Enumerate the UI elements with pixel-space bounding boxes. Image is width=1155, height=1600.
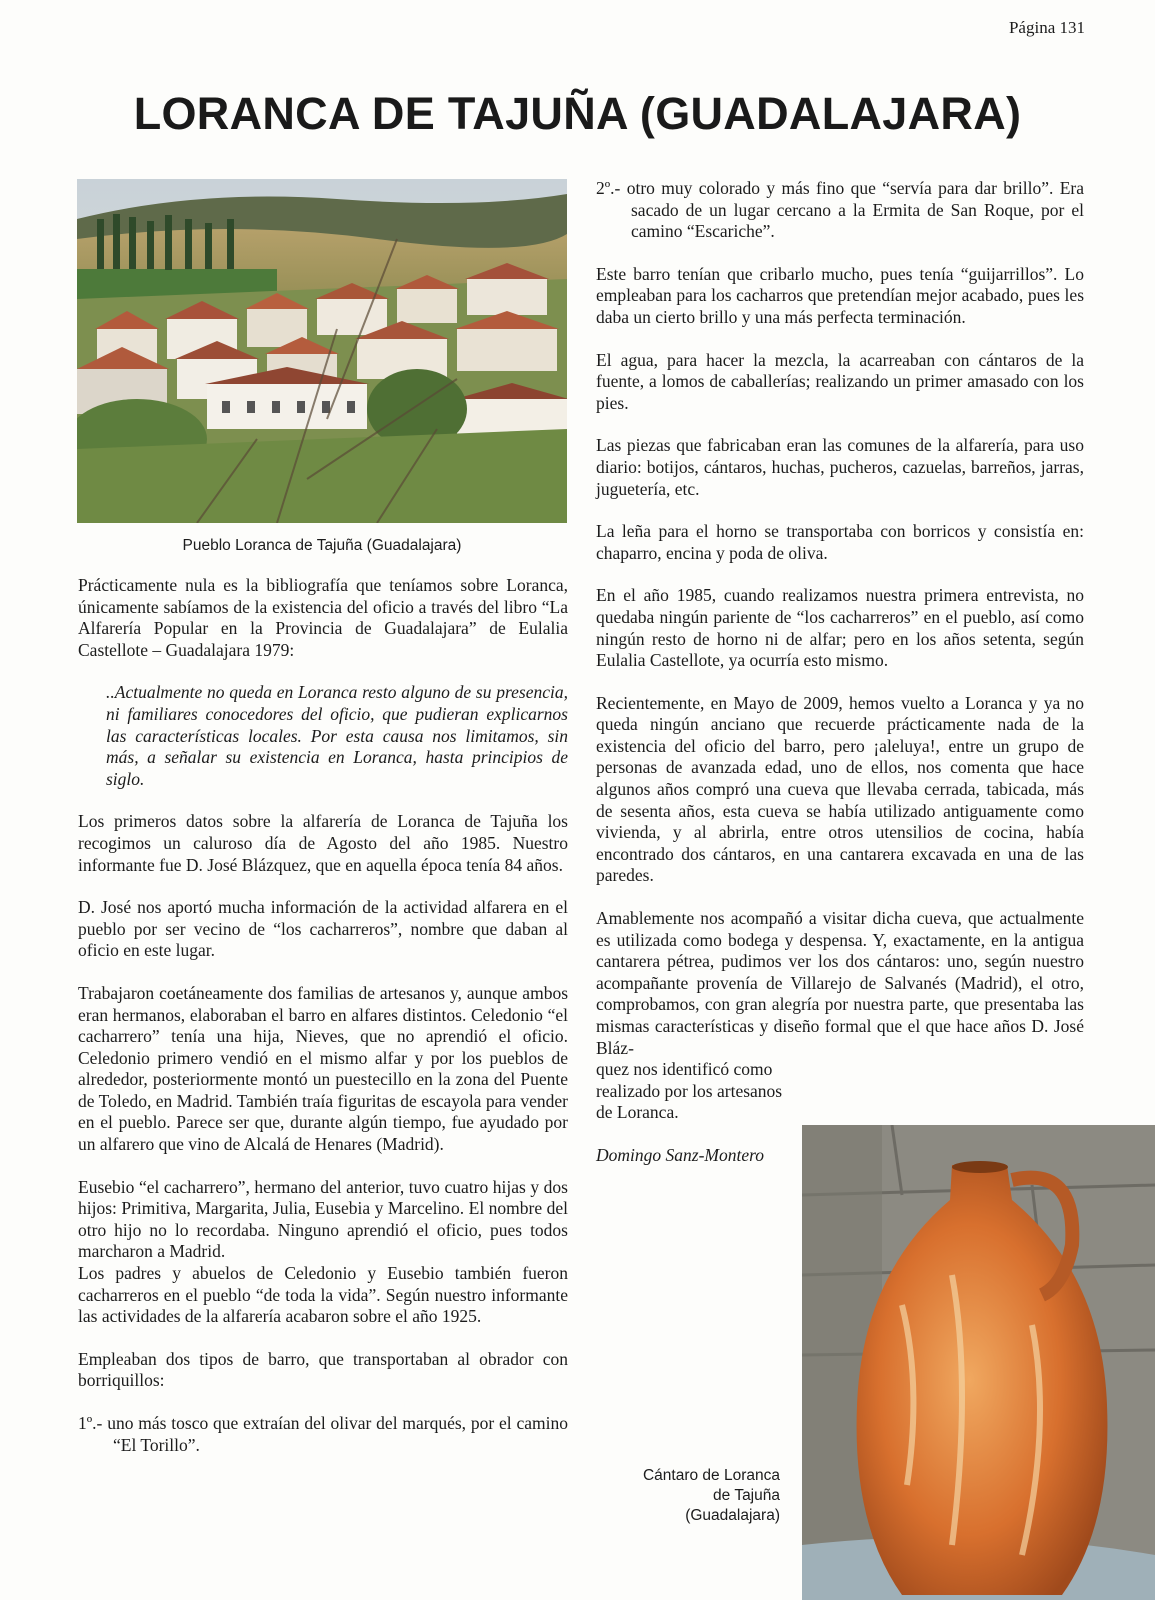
jar-caption <box>600 1466 780 1526</box>
jar-caption-line-3: (Guadalajara) <box>685 1507 780 1524</box>
jar-caption-line-2: de Tajuña <box>713 1487 780 1504</box>
clay-type-2: 2º.- otro muy colorado y más fino que “servía para dar brillo”. Era sacado de un lugar cercano a la Ermita de San Roque, por el camino “Escariche”. <box>596 178 1084 242</box>
paragraph-1985: En el año 1985, cuando realizamos nuestra primera entrevista, no quedaba ningún pariente de “los cacharreros” en el pueblo, así como ningún resto de horno ni de alfar; pero en los años setenta, según Eulalia Castellote, ya ocurría esto mismo. <box>596 585 1084 671</box>
author-signature: Domingo Sanz-Montero <box>596 1144 765 1165</box>
paragraph-families: Trabajaron coetáneamente dos familias de artesanos y, aunque ambos eran hermanos, elaboraban el barro en alfares distintos. Celedonio “el cacharrero” tenía una hija, Nieves, que no aprendió el oficio. Celedonio primero vendió en el mismo alfar y por los pueblos de alrededor, posteriormente montó un puestecillo en la zona del Puente de Toledo, en Madrid. También traía figuritas de escayola para vender en el pueblo. Parece ser que, durante algún tiempo, fue ayudado por un alfarero que vino de Alcalá de Henares (Madrid). <box>78 982 568 1155</box>
page-number: Página 131 <box>1008 18 1085 37</box>
intro-paragraph: Prácticamente nula es la bibliografía que teníamos sobre Loranca, únicamente sabíamos de la existencia del oficio a través del libro “La Alfarería Popular en la Provincia de Guadalajara” de Eulalia Castellote – Guadalajara 1979: <box>78 575 568 660</box>
jar-photo <box>802 1125 1155 1600</box>
jar-caption-line-1: Cántaro de Loranca <box>642 1467 780 1484</box>
paragraph-sifting: Este barro tenían que cribarlo mucho, pues tenía “guijarrillos”. Lo empleaban para los cacharros que pretendían mejor acabado, pues les daba un cierto brillo y una más perfecta terminación. <box>596 263 1084 327</box>
jar-illustration <box>802 1125 1155 1600</box>
paragraph-ancestors: Los padres y abuelos de Celedonio y Eusebio también fueron cacharreros en el pueblo “de toda la vida”. Según nuestro informante las actividades de la alfarería acabaron sobre el año 1925. <box>78 1263 568 1327</box>
page-title: LORANCA DE TAJUÑA (GUADALAJARA) <box>133 88 1022 139</box>
paragraph-eusebio: Eusebio “el cacharrero”, hermano del anterior, tuvo cuatro hijas y dos hijos: Primitiva, Margarita, Julia, Eusebia y Marcelino. El nombre del otro hijo no lo recordaba. Ninguno aprendió el oficio, pues todos marcharon a Madrid. <box>78 1176 568 1262</box>
paragraph-pieces: Las piezas que fabricaban eran las comunes de la alfarería, para uso diario: botijos, cántaros, huchas, pucheros, cazuelas, barreños, jarras, juguetería, etc. <box>596 435 1084 499</box>
paragraph-clay-types: Empleaban dos tipos de barro, que transportaban al obrador con borriquillos: <box>78 1348 568 1391</box>
paragraph-2009: Recientemente, en Mayo de 2009, hemos vuelto a Loranca y ya no queda ningún anciano que recuerde prácticamente nada de la existencia del oficio del barro, pero ¡aleluya!, entre un grupo de personas de avanzada edad, uno de ellos, nos comenta que hace algunos años compró una cueva que llevaba cerrada, tabicada, más de sesenta años, esta cueva se había utilizado antiguamente como vivienda, y al abrirla, entre otros utensilios de cocina, había encontrado dos cántaros, en una cantarera excavada en una de las paredes. <box>596 692 1084 886</box>
paragraph-firewood: La leña para el horno se transportaba con borricos y consistía en: chaparro, encina y poda de oliva. <box>596 521 1084 563</box>
quote-paragraph: ..Actualmente no queda en Loranca resto alguno de su presencia, ni familiares conocedores del oficio, que pudieran explicarnos las características locales. Por esta causa nos limitamos, sin más, a señalar su existencia en Loranca, hasta principios de siglo. <box>106 682 568 789</box>
right-column <box>596 178 1084 1188</box>
paragraph-informant: D. José nos aportó mucha información de la actividad alfarera en el pueblo por ser vecino de “los cacharreros”, nombre que daban al oficio en este lugar. <box>78 897 568 961</box>
paragraph-water: El agua, para hacer la mezcla, la acarreaban con cántaros de la fuente, a lomos de caballerías; realizando un primer amasado con los pies. <box>596 349 1084 413</box>
village-illustration <box>77 179 567 523</box>
paragraph-cave: Amablemente nos acompañó a visitar dicha cueva, que actualmente es utilizada como bodega y despensa. Y, exactamente, en la antigua cantarera pétrea, pudimos ver los dos cántaros: uno, según nuestro acompañante provenía de Villarejo de Salvanés (Madrid), el otro, comprobamos, con gran alegría por nuestra parte, que presentaba las mismas características y diseño formal que el que hace años D. José Bláz- <box>596 908 1084 1058</box>
clay-type-1: 1º.- uno más tosco que extraían del olivar del marqués, por el camino “El Torillo”. <box>78 1413 568 1455</box>
paragraph-first-data: Los primeros datos sobre la alfarería de Loranca de Tajuña los recogimos un caluroso día de Agosto del año 1985. Nuestro informante fue D. José Blázquez, que en aquella época tenía 84 años. <box>78 811 568 875</box>
village-photo <box>77 179 567 523</box>
village-caption: Pueblo Loranca de Tajuña (Guadalajara) <box>182 537 462 554</box>
paragraph-cave-end: quez nos identificó como realizado por los artesanos de Loranca. <box>596 1059 783 1123</box>
left-column <box>78 575 568 1477</box>
